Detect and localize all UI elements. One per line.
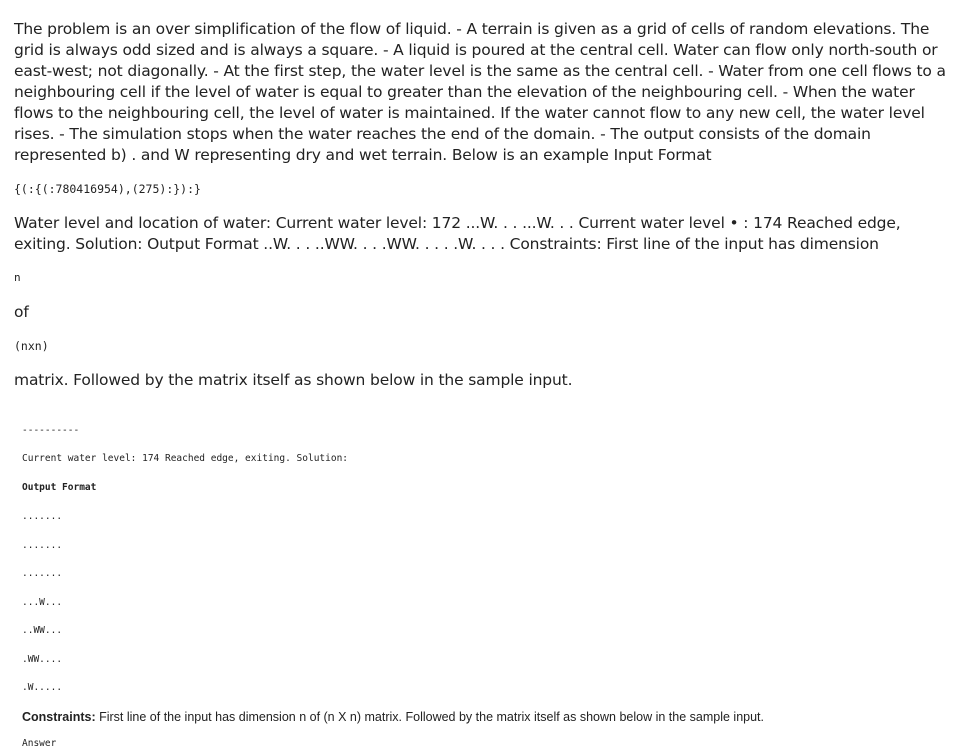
cut-off-line: Answer (22, 738, 57, 749)
grid-row: ...W... (22, 597, 63, 608)
grid-row: ....... (22, 568, 63, 579)
grid-row: ..WW... (22, 625, 63, 636)
separator-dashes: ---------- (22, 425, 80, 436)
water-level-paragraph: Water level and location of water: Current water level: 172 ...W. . . ...W. . . Current water level • : 174 Reached edge, exiting. Solution: Output Format ..W. . . ..WW. . . .WW. . . . .W. . . . Constraints: First line of the input has dimension (14, 214, 901, 253)
problem-description: The problem is an over simplification of the flow of liquid. - A terrain is given as a grid of cells of random elevations. The grid is always odd sized and is always a square. - A liquid is poured at the central cell. Water can flow only north-south or east-west; not diagonally. - At the first step, the water level is the same as the central cell. - Water from one cell flows to a neighbouring cell if the level of water is equal to greater than the elevation of the neighbouring cell. - When the water flows to the neighbouring cell, the level of water is maintained. If the water cannot flow to any new cell, the water level rises. - The simulation stops when the water reaches the end of the domain. - The output consists of the domain represented b) . and W representing dry and wet terrain. Below is an example Input Format (14, 20, 946, 164)
grid-row: .WW.... (22, 654, 63, 665)
dimension-variable-code: n (14, 271, 21, 284)
grid-row: .W..... (22, 682, 63, 693)
grid-row: ....... (22, 540, 63, 551)
of-text: of (14, 303, 29, 321)
matrix-description: matrix. Followed by the matrix itself as shown below in the sample input. (14, 371, 573, 389)
grid-row: ....... (22, 511, 63, 522)
input-format-code: {(:{(:780416954),(275):}):} (14, 182, 201, 196)
constraints-label: Constraints: (22, 710, 96, 724)
constraints-text (22, 709, 952, 725)
status-line: Current water level: 174 Reached edge, exiting. Solution: (22, 453, 349, 464)
constraints-body: First line of the input has dimension n of (n X n) matrix. Followed by the matrix itself as shown below in the sample input. (95, 710, 764, 724)
matrix-dimension-code: (nxn) (14, 339, 49, 353)
output-format-heading: Output Format (22, 482, 97, 493)
